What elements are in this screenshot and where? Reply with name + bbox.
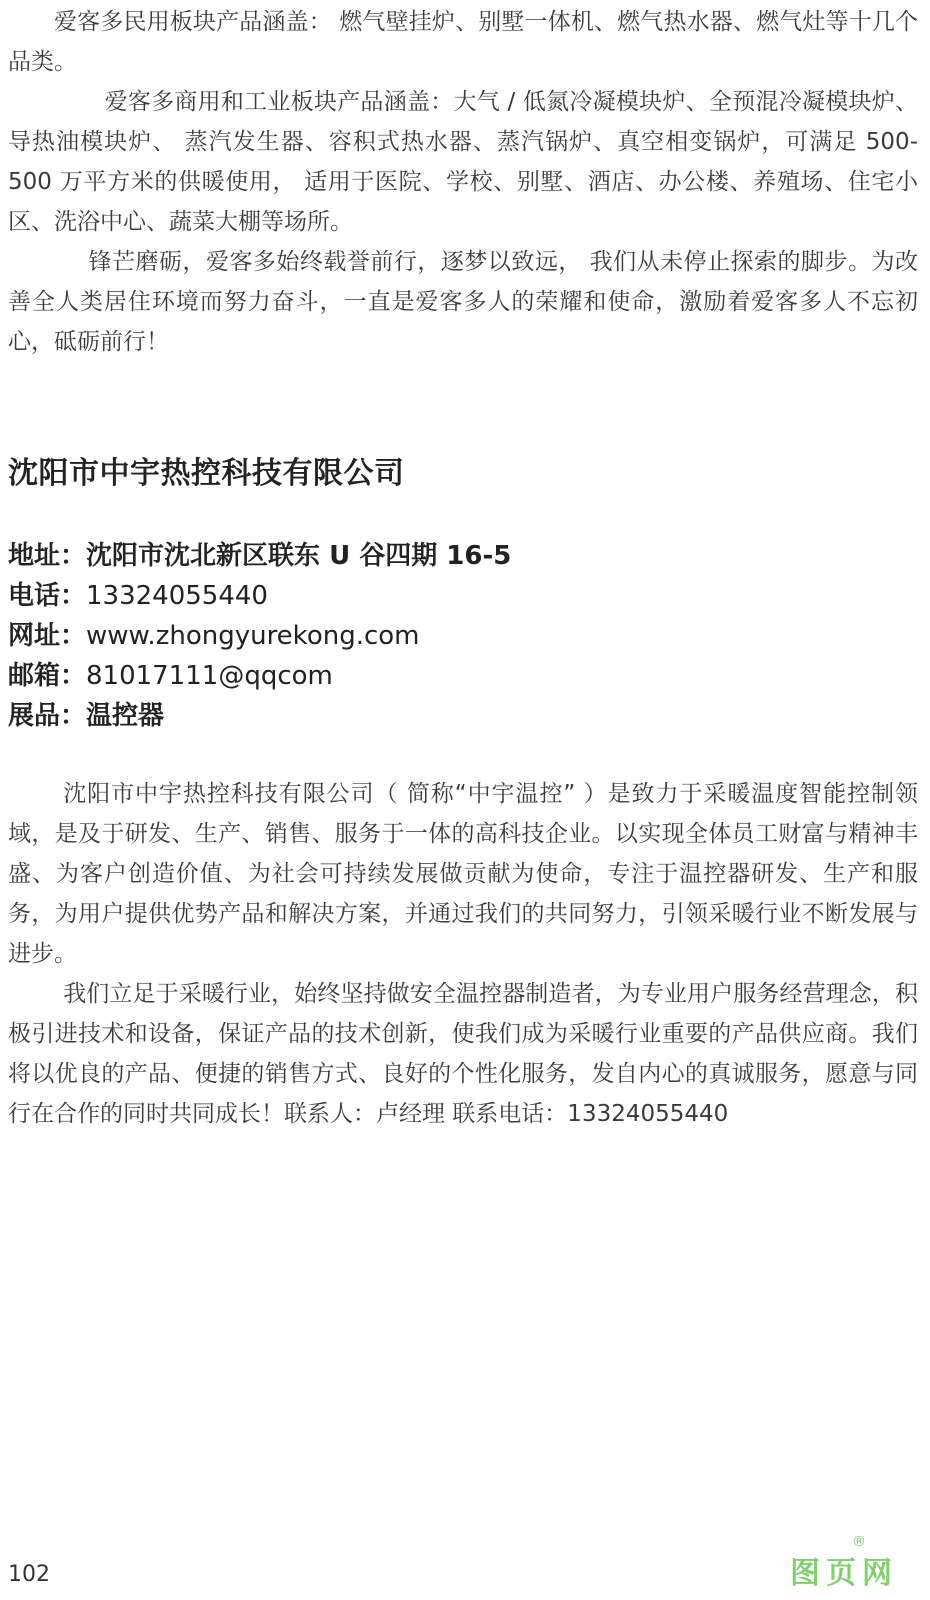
intro-paragraph-residential: 爱客多民用板块产品涵盖： 燃气壁挂炉、别墅一体机、燃气热水器、燃气灶等十几个品类。 xyxy=(8,9,918,75)
intro-paragraph-commercial: 爱客多商用和工业板块产品涵盖：大气 / 低氮冷凝模块炉、全预混冷凝模块炉、导热油模块炉、 蒸汽发生器、容积式热水器、蒸汽锅炉、真空相变锅炉，可满足 500-500 万平方米的供暖使用， 适用于医院、学校、别墅、酒店、办公楼、养殖场、住宅小区、洗浴中心、蔬菜大棚等场所。 xyxy=(8,89,918,235)
watermark-logo xyxy=(790,1534,920,1591)
info-value-exhibit: 温控器 xyxy=(86,701,165,731)
description-paragraph-overview: 沈阳市中宇热控科技有限公司（ 简称“中宇温控” ）是致力于采暖温度智能控制领域，是及于研发、生产、销售、服务于一体的高科技企业。以实现全体员工财富与精神丰盛、为客户创造价值、为社会可持续发展做贡献为使命，专注于温控器研发、生产和服务，为用户提供优势产品和解决方案，并通过我们的共同努力，引领采暖行业不断发展与进步。 xyxy=(8,781,918,967)
description-section xyxy=(8,774,918,1134)
info-row-email xyxy=(8,656,511,696)
page-number: 102 xyxy=(8,1562,50,1587)
info-label-address: 地址： xyxy=(8,541,87,571)
info-label-phone: 电话： xyxy=(8,581,87,611)
info-value-phone: 13324055440 xyxy=(86,581,268,611)
info-value-email: 81017111@qqcom xyxy=(86,661,333,691)
info-row-exhibit xyxy=(8,696,511,736)
intro-paragraph-mission: 锋芒磨砺，爱客多始终载誉前行，逐梦以致远， 我们从未停止探索的脚步。为改善全人类居住环境而努力奋斗，一直是爱客多人的荣耀和使命，激励着爱客多人不忘初心，砥砺前行！ xyxy=(8,249,918,355)
registered-mark-icon: ® xyxy=(852,1534,866,1550)
company-title: 沈阳市中宇热控科技有限公司 xyxy=(8,456,405,491)
info-row-website xyxy=(8,616,511,656)
info-label-exhibit: 展品： xyxy=(8,701,87,731)
description-paragraph-philosophy: 我们立足于采暖行业，始终坚持做安全温控器制造者，为专业用户服务经营理念，积极引进技术和设备，保证产品的技术创新，使我们成为采暖行业重要的产品供应商。我们将以优良的产品、便捷的销售方式、良好的个性化服务，发自内心的真诚服务，愿意与同行在合作的同时共同成长！联系人：卢经理 联系电话：13324055440 xyxy=(8,981,918,1127)
info-row-address xyxy=(8,536,511,576)
watermark-text: 图页网 xyxy=(790,1556,898,1591)
info-label-website: 网址： xyxy=(8,621,87,651)
info-value-address: 沈阳市沈北新区联东 U 谷四期 16-5 xyxy=(86,541,512,571)
info-row-phone xyxy=(8,576,511,616)
info-label-email: 邮箱： xyxy=(8,661,87,691)
info-value-website: www.zhongyurekong.com xyxy=(86,621,420,651)
intro-section xyxy=(8,2,918,362)
company-info-list xyxy=(8,536,511,736)
